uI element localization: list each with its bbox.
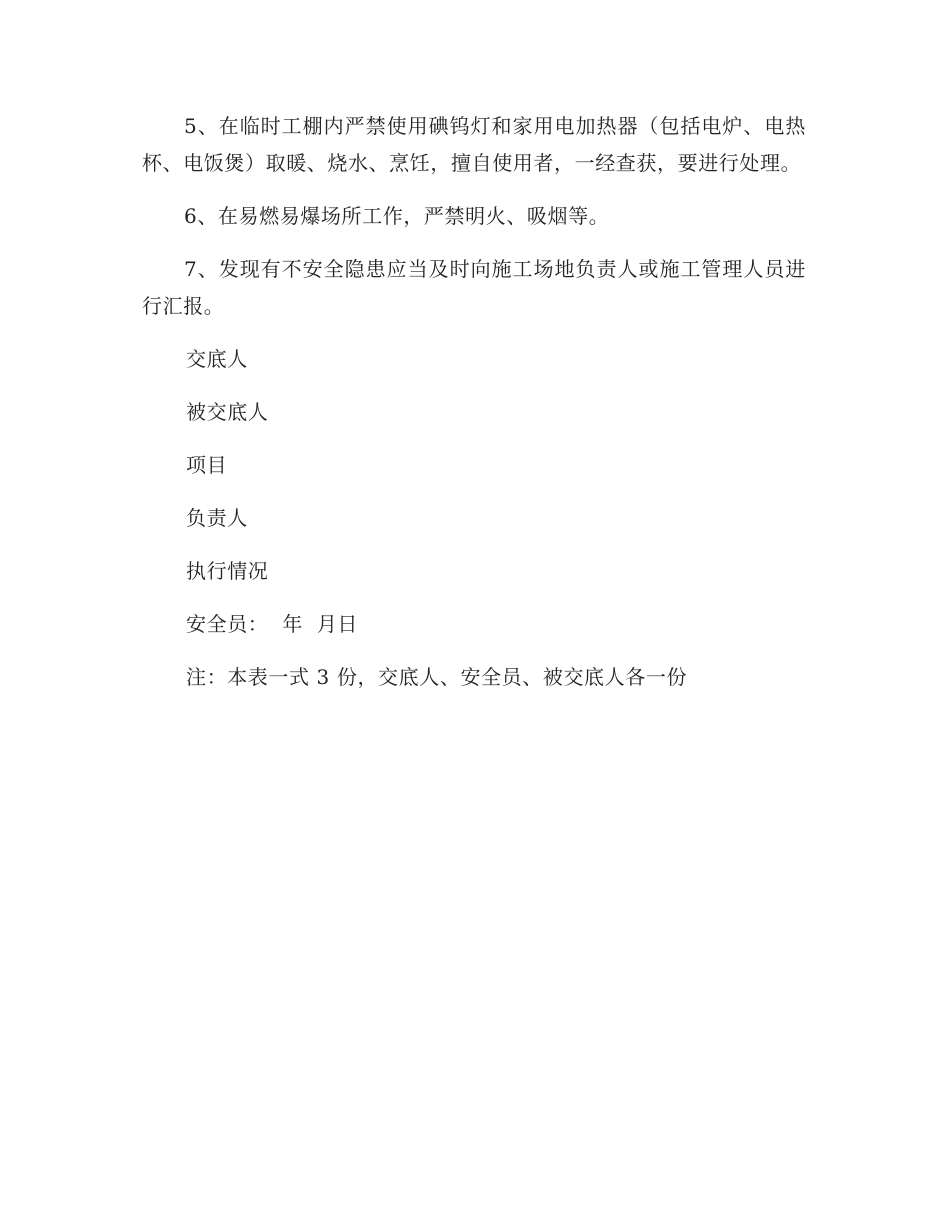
copies-note: 注：本表一式 3 份，交底人、安全员、被交底人各一份 [186,665,688,689]
receiver-label: 被交底人 [186,400,269,424]
rule-paragraph-7: 7、发现有不安全隐患应当及时向施工场地负责人或施工管理人员进行汇报。 [142,257,806,318]
responsible-label: 负责人 [186,506,248,530]
rule-paragraph-5: 5、在临时工棚内严禁使用碘钨灯和家用电加热器（包括电炉、电热杯、电饭煲）取暖、烧水、烹饪，擅自使用者，一经查获，要进行处理。 [142,114,806,175]
execution-status-label: 执行情况 [186,559,269,583]
presenter-label: 交底人 [186,347,248,371]
safety-officer-date-line: 安全员： 年 月日 [186,612,359,636]
rule-paragraph-6: 6、在易燃易爆场所工作，严禁明火、吸烟等。 [184,204,610,228]
document-body [142,108,806,712]
project-label: 项目 [186,453,228,477]
